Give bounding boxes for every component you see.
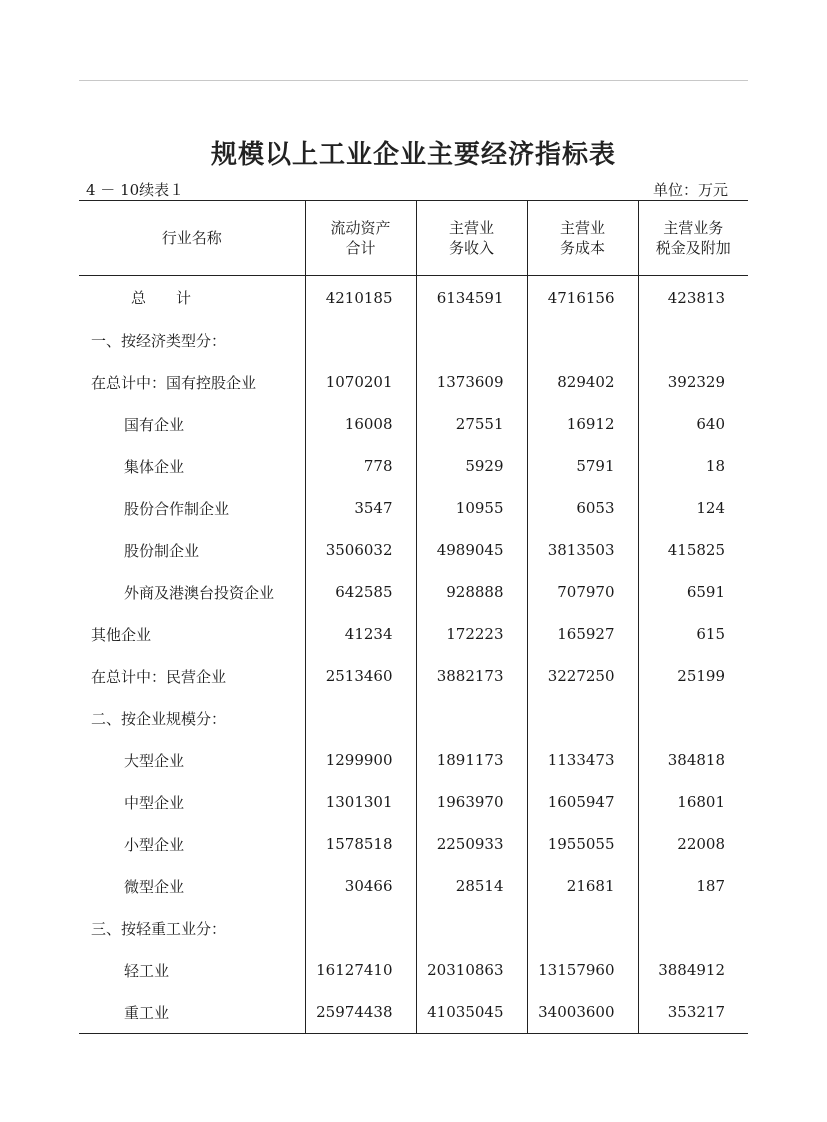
table-row: [79, 361, 748, 403]
header-main-cost: 主营业 务成本: [527, 201, 638, 276]
cell-v2: 41035045: [416, 991, 527, 1034]
table-row: [79, 276, 748, 320]
cell-v2: 1963970: [416, 781, 527, 823]
cell-v4: 18: [638, 445, 748, 487]
cell-v4: [638, 907, 748, 949]
cell-v1: 2513460: [305, 655, 416, 697]
row-name: 总 计: [131, 289, 192, 307]
cell-v4: 384818: [638, 739, 748, 781]
cell-v1: [305, 697, 416, 739]
table-number: 4 － 10续表１: [86, 181, 185, 199]
unit-label: 单位：万元: [652, 181, 728, 199]
table-row: [79, 907, 748, 949]
cell-v2: [416, 319, 527, 361]
table-row: [79, 571, 748, 613]
table-row: [79, 403, 748, 445]
table-row: [79, 613, 748, 655]
cell-v3: 16912: [527, 403, 638, 445]
page-title: 规模以上工业企业主要经济指标表: [210, 140, 616, 170]
cell-v4: 124: [638, 487, 748, 529]
cell-v4: 6591: [638, 571, 748, 613]
cell-v4: 640: [638, 403, 748, 445]
cell-v1: 4210185: [305, 276, 416, 320]
cell-v1: 642585: [305, 571, 416, 613]
cell-v1: 1299900: [305, 739, 416, 781]
header-current-assets: 流动资产 合计: [305, 201, 416, 276]
cell-v3: 6053: [527, 487, 638, 529]
row-name: 大型企业: [124, 751, 185, 770]
cell-v3: [527, 907, 638, 949]
cell-v3: 1133473: [527, 739, 638, 781]
cell-v2: 6134591: [416, 276, 527, 320]
cell-v1: 3547: [305, 487, 416, 529]
header-row: [79, 201, 748, 276]
cell-v1: 778: [305, 445, 416, 487]
header-tax-surcharge: 主营业务 税金及附加: [638, 201, 748, 276]
table-row: [79, 655, 748, 697]
table-row: [79, 823, 748, 865]
cell-v1: [305, 907, 416, 949]
cell-v1: 16127410: [305, 949, 416, 991]
cell-v1: 30466: [305, 865, 416, 907]
cell-v3: [527, 319, 638, 361]
cell-v2: 27551: [416, 403, 527, 445]
row-name: 三、按轻重工业分：: [91, 919, 227, 938]
cell-v2: [416, 907, 527, 949]
indicator-table: [79, 200, 748, 1034]
table-row: [79, 319, 748, 361]
cell-v4: 615: [638, 613, 748, 655]
table-row: [79, 487, 748, 529]
row-name: 重工业: [79, 991, 305, 1034]
cell-v2: 28514: [416, 865, 527, 907]
row-name: 股份合作制企业: [124, 499, 230, 518]
cell-v1: 41234: [305, 613, 416, 655]
cell-v1: 1301301: [305, 781, 416, 823]
cell-v3: 165927: [527, 613, 638, 655]
cell-v2: 3882173: [416, 655, 527, 697]
row-name: 在总计中：民营企业: [91, 667, 227, 686]
cell-v2: 1891173: [416, 739, 527, 781]
cell-v4: 16801: [638, 781, 748, 823]
cell-v2: [416, 697, 527, 739]
row-name: 小型企业: [124, 835, 185, 854]
row-name: 集体企业: [124, 457, 185, 476]
cell-v3: 707970: [527, 571, 638, 613]
cell-v3: 3227250: [527, 655, 638, 697]
cell-v3: 3813503: [527, 529, 638, 571]
cell-v2: 20310863: [416, 949, 527, 991]
table-row: [79, 781, 748, 823]
header-industry-name: 行业名称: [79, 201, 305, 276]
cell-v4: 415825: [638, 529, 748, 571]
table-row: [79, 739, 748, 781]
cell-v4: 25199: [638, 655, 748, 697]
cell-v2: 2250933: [416, 823, 527, 865]
cell-v2: 928888: [416, 571, 527, 613]
cell-v1: 3506032: [305, 529, 416, 571]
row-name: 一、按经济类型分：: [91, 331, 227, 350]
cell-v4: 187: [638, 865, 748, 907]
cell-v2: 10955: [416, 487, 527, 529]
row-name: 国有企业: [124, 415, 185, 434]
cell-v4: 353217: [638, 991, 748, 1034]
cell-v3: [527, 697, 638, 739]
table-row: [79, 991, 748, 1034]
cell-v2: 1373609: [416, 361, 527, 403]
cell-v4: [638, 319, 748, 361]
row-name: 股份制企业: [124, 541, 200, 560]
cell-v4: 423813: [638, 276, 748, 320]
cell-v3: 1955055: [527, 823, 638, 865]
cell-v1: [305, 319, 416, 361]
row-name: 二、按企业规模分：: [91, 709, 227, 728]
top-divider: [79, 80, 748, 81]
row-name: 其他企业: [91, 625, 152, 644]
table-row: [79, 865, 748, 907]
cell-v4: 3884912: [638, 949, 748, 991]
row-name: 微型企业: [124, 877, 185, 896]
row-name: 在总计中：国有控股企业: [91, 373, 257, 392]
cell-v2: 172223: [416, 613, 527, 655]
row-name: 中型企业: [124, 793, 185, 812]
cell-v1: 1578518: [305, 823, 416, 865]
cell-v2: 5929: [416, 445, 527, 487]
cell-v3: 13157960: [527, 949, 638, 991]
cell-v3: 829402: [527, 361, 638, 403]
cell-v4: [638, 697, 748, 739]
cell-v3: 5791: [527, 445, 638, 487]
cell-v4: 22008: [638, 823, 748, 865]
cell-v1: 1070201: [305, 361, 416, 403]
cell-v3: 1605947: [527, 781, 638, 823]
header-main-revenue: 主营业 务收入: [416, 201, 527, 276]
table-row: [79, 949, 748, 991]
cell-v1: 25974438: [305, 991, 416, 1034]
table-row: [79, 697, 748, 739]
cell-v3: 4716156: [527, 276, 638, 320]
table-row: [79, 529, 748, 571]
table-row: [79, 445, 748, 487]
cell-v3: 34003600: [527, 991, 638, 1034]
cell-v4: 392329: [638, 361, 748, 403]
cell-v1: 16008: [305, 403, 416, 445]
cell-v2: 4989045: [416, 529, 527, 571]
cell-v3: 21681: [527, 865, 638, 907]
row-name: 外商及港澳台投资企业: [124, 583, 275, 602]
row-name: 轻工业: [124, 961, 170, 980]
